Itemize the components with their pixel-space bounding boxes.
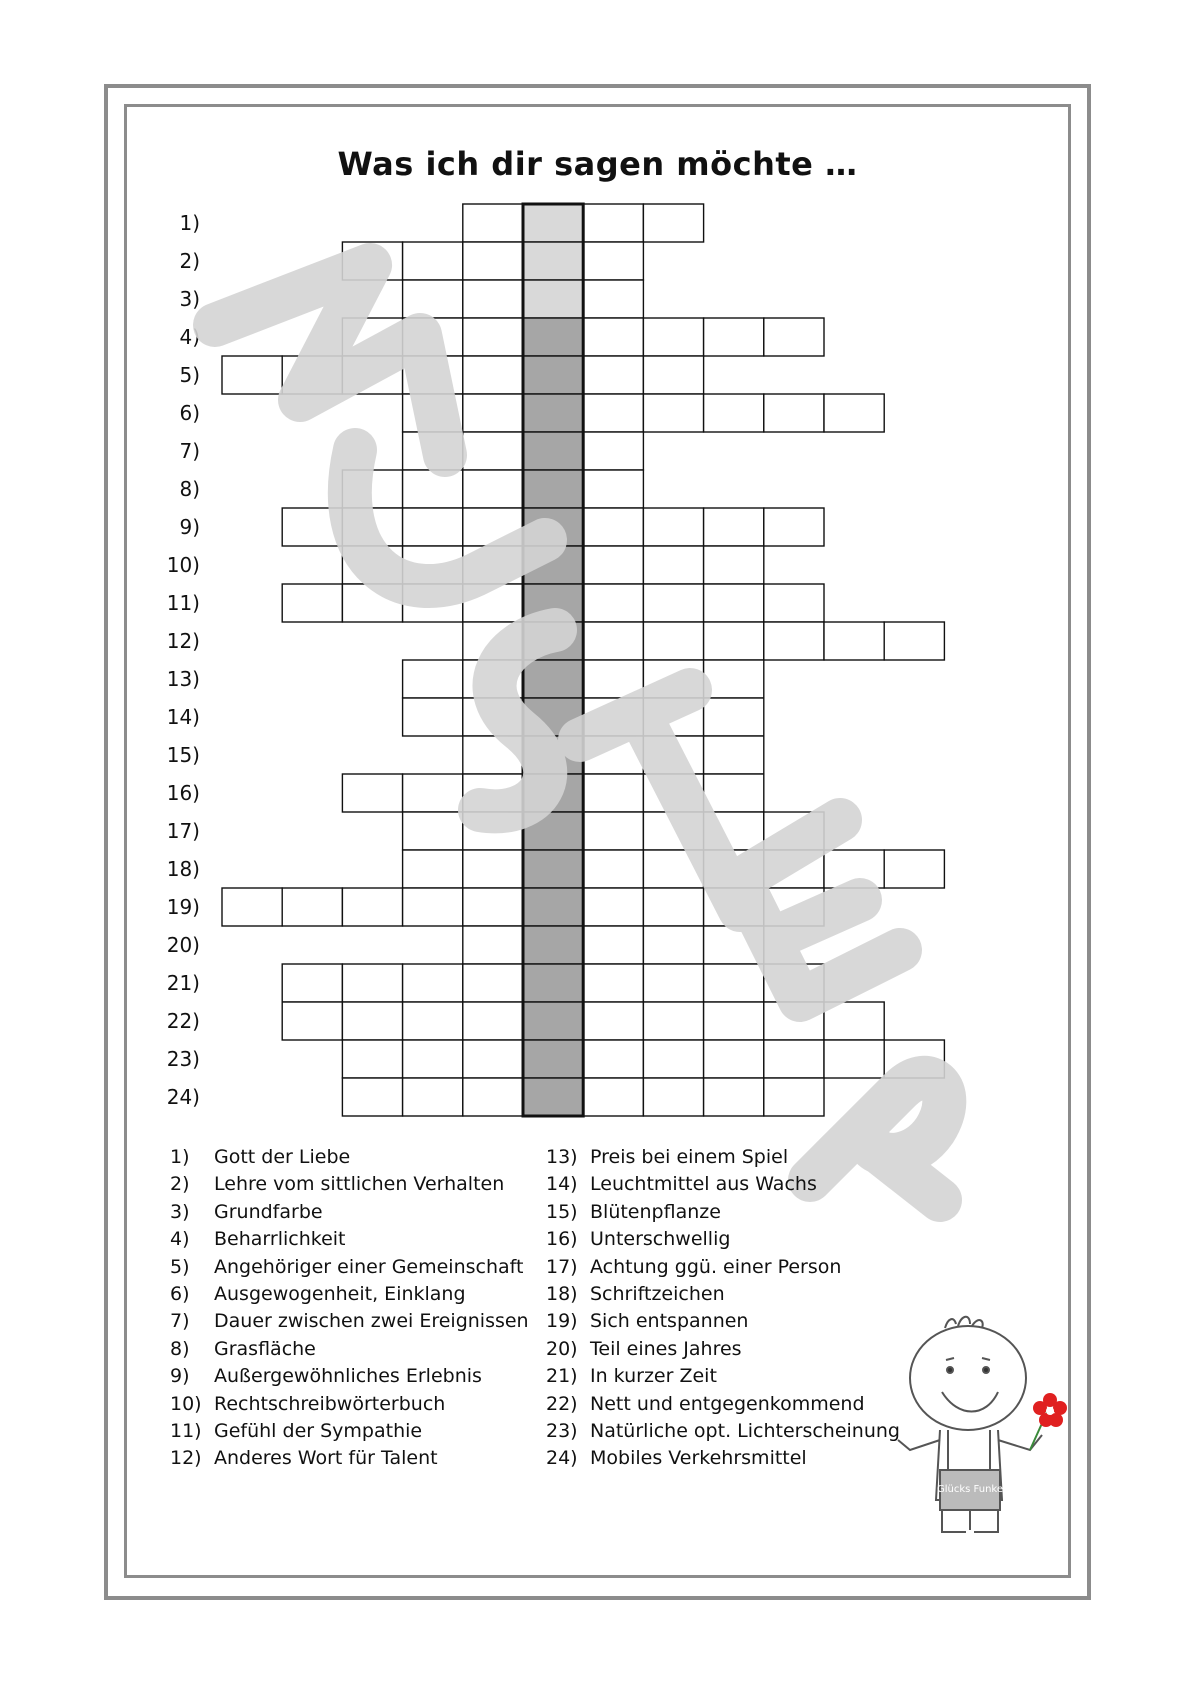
row-number: 21) — [166, 971, 200, 995]
clue-text: Unterschwellig — [590, 1228, 731, 1251]
clue-number: 17) — [546, 1255, 578, 1278]
clue-item — [546, 1146, 788, 1168]
clue-number: 24) — [546, 1447, 578, 1470]
row-number: 9) — [179, 515, 200, 539]
row-number: 15) — [166, 743, 200, 767]
row-number: 12) — [166, 629, 200, 653]
row-number: 10) — [166, 553, 200, 577]
clue-text: Rechtschreibwörterbuch — [214, 1392, 446, 1415]
clue-item — [546, 1201, 721, 1223]
clue-number: 21) — [546, 1365, 578, 1388]
clue-item — [170, 1228, 346, 1250]
clue-text: Angehöriger einer Gemeinschaft — [214, 1255, 524, 1278]
clue-item — [170, 1447, 438, 1469]
clue-text: Grasfläche — [214, 1337, 316, 1360]
clue-item — [170, 1173, 504, 1195]
clue-number: 13) — [546, 1146, 578, 1168]
clue-number: 2) — [170, 1173, 190, 1196]
clue-text: Ausgewogenheit, Einklang — [214, 1283, 466, 1305]
clue-number: 10) — [170, 1392, 202, 1415]
clue-number: 8) — [170, 1337, 190, 1360]
clue-number: 3) — [170, 1200, 190, 1223]
clue-text: Dauer zwischen zwei Ereignissen — [214, 1310, 529, 1333]
clue-text: Teil eines Jahres — [590, 1337, 742, 1360]
clue-text: Leuchtmittel aus Wachs — [590, 1173, 817, 1196]
clue-number: 18) — [546, 1283, 578, 1305]
clue-number: 22) — [546, 1392, 578, 1415]
row-number: 1) — [179, 211, 200, 235]
clue-item — [546, 1420, 900, 1442]
clue-number: 19) — [546, 1310, 578, 1333]
clue-item — [170, 1420, 422, 1442]
clue-text: Gefühl der Sympathie — [214, 1420, 423, 1442]
row-number: 8) — [179, 477, 200, 501]
row-number: 19) — [166, 895, 200, 919]
clue-text: Mobiles Verkehrsmittel — [590, 1447, 807, 1470]
mascot-head — [910, 1326, 1026, 1430]
clue-number: 9) — [170, 1365, 190, 1388]
clue-text: Nett und entgegenkommend — [590, 1392, 865, 1415]
clue-text: Beharrlichkeit — [214, 1228, 346, 1251]
row-number: 23) — [166, 1047, 200, 1071]
clue-item — [170, 1310, 529, 1332]
clue-number: 14) — [546, 1173, 578, 1196]
clue-number: 23) — [546, 1420, 578, 1442]
clue-item — [170, 1283, 466, 1305]
mascot-illustration — [890, 1300, 1070, 1580]
row-number: 24) — [166, 1085, 200, 1109]
row-number: 14) — [166, 705, 200, 729]
clue-item — [546, 1256, 841, 1278]
clue-number: 7) — [170, 1310, 190, 1333]
row-number: 6) — [179, 401, 200, 425]
clue-item — [546, 1393, 865, 1415]
clue-item — [170, 1365, 482, 1387]
clue-item — [546, 1447, 807, 1469]
clue-item — [546, 1173, 817, 1195]
row-number: 5) — [179, 363, 200, 387]
clue-text: Außergewöhnliches Erlebnis — [214, 1365, 482, 1388]
clue-number: 6) — [170, 1283, 190, 1305]
clue-text: Gott der Liebe — [214, 1146, 351, 1168]
clue-text: Lehre vom sittlichen Verhalten — [214, 1173, 505, 1196]
clue-number: 4) — [170, 1228, 190, 1251]
mascot-shirt-label: Glücks Funke — [936, 1484, 1004, 1495]
row-number: 4) — [179, 325, 200, 349]
row-number: 17) — [166, 819, 200, 843]
flower-icon — [1033, 1393, 1067, 1427]
clue-text: Preis bei einem Spiel — [590, 1146, 789, 1168]
clue-text: In kurzer Zeit — [590, 1365, 717, 1388]
row-number: 3) — [179, 287, 200, 311]
row-number: 7) — [179, 439, 200, 463]
clue-text: Achtung ggü. einer Person — [590, 1255, 842, 1278]
clue-item — [546, 1365, 717, 1387]
row-number: 22) — [166, 1009, 200, 1033]
clue-item — [170, 1338, 316, 1360]
clue-text: Blütenpflanze — [590, 1200, 721, 1223]
clue-text: Natürliche opt. Lichterscheinung — [590, 1420, 900, 1442]
row-number: 13) — [166, 667, 200, 691]
clue-item — [170, 1393, 445, 1415]
clue-number: 20) — [546, 1337, 578, 1360]
clue-text: Anderes Wort für Talent — [214, 1447, 438, 1470]
clue-number: 11) — [170, 1420, 202, 1442]
clue-item — [546, 1283, 725, 1305]
clue-text: Schriftzeichen — [590, 1283, 725, 1305]
clue-number: 16) — [546, 1228, 578, 1251]
clue-number: 12) — [170, 1447, 202, 1470]
clue-item — [546, 1310, 748, 1332]
clue-item — [170, 1146, 350, 1168]
row-number: 18) — [166, 857, 200, 881]
clue-text: Sich entspannen — [590, 1310, 749, 1333]
row-number: 20) — [166, 933, 200, 957]
row-number: 16) — [166, 781, 200, 805]
clue-item — [546, 1228, 730, 1250]
clue-item — [170, 1256, 523, 1278]
row-number: 11) — [166, 591, 200, 615]
clue-text: Grundfarbe — [214, 1200, 323, 1223]
row-number: 2) — [179, 249, 200, 273]
clue-item — [170, 1201, 323, 1223]
clue-number: 5) — [170, 1255, 190, 1278]
clue-number: 1) — [170, 1146, 190, 1168]
clue-item — [546, 1338, 742, 1360]
page-title: Was ich dir sagen möchte … — [337, 145, 858, 183]
clue-number: 15) — [546, 1200, 578, 1223]
